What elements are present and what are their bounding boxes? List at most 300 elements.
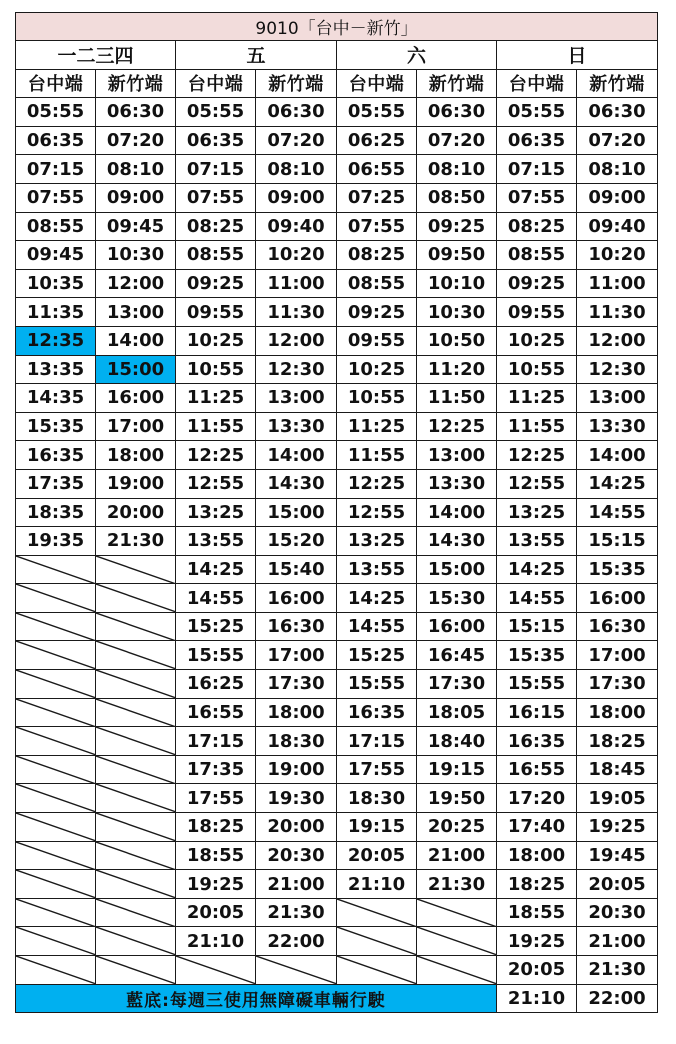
empty-slot <box>16 612 96 641</box>
departure-hsinchu: 18:45 <box>577 755 658 784</box>
departure-taichung: 15:25 <box>176 612 256 641</box>
empty-slot <box>96 927 176 956</box>
header-hsinchu-terminal: 新竹端 <box>256 69 337 98</box>
departure-taichung: 19:25 <box>176 870 256 899</box>
departure-hsinchu: 15:30 <box>417 584 497 613</box>
departure-taichung: 06:35 <box>176 126 256 155</box>
empty-slot <box>96 555 176 584</box>
departure-taichung: 16:35 <box>497 727 577 756</box>
day-group-row <box>16 41 658 70</box>
departure-taichung: 21:10 <box>497 984 577 1013</box>
departure-hsinchu: 18:05 <box>417 698 497 727</box>
departure-hsinchu: 12:00 <box>256 326 337 355</box>
timetable-row <box>16 412 658 441</box>
departure-hsinchu: 15:15 <box>577 527 658 556</box>
departure-hsinchu: 17:00 <box>256 641 337 670</box>
departure-hsinchu: 19:15 <box>417 755 497 784</box>
departure-hsinchu: 14:00 <box>96 326 176 355</box>
empty-slot-slash <box>96 699 175 727</box>
empty-slot-slash <box>96 613 175 641</box>
departure-taichung: 12:55 <box>176 469 256 498</box>
departure-taichung: 09:55 <box>176 298 256 327</box>
empty-slot-slash <box>16 784 95 812</box>
empty-slot-slash <box>16 556 95 584</box>
departure-taichung: 15:35 <box>497 641 577 670</box>
departure-hsinchu: 11:00 <box>577 269 658 298</box>
departure-hsinchu: 17:30 <box>417 670 497 699</box>
departure-hsinchu: 08:10 <box>256 155 337 184</box>
departure-taichung: 18:30 <box>337 784 417 813</box>
departure-taichung: 15:55 <box>176 641 256 670</box>
departure-taichung: 18:55 <box>176 841 256 870</box>
departure-hsinchu: 19:25 <box>577 813 658 842</box>
empty-slot <box>96 698 176 727</box>
timetable-row <box>16 927 658 956</box>
timetable-row <box>16 898 658 927</box>
departure-hsinchu: 16:45 <box>417 641 497 670</box>
departure-taichung: 10:55 <box>337 384 417 413</box>
departure-hsinchu: 21:30 <box>96 527 176 556</box>
empty-slot-slash <box>337 927 416 955</box>
departure-hsinchu: 11:30 <box>256 298 337 327</box>
departure-hsinchu: 08:10 <box>417 155 497 184</box>
empty-slot-slash <box>16 956 95 984</box>
departure-taichung: 21:10 <box>337 870 417 899</box>
departure-hsinchu: 21:00 <box>417 841 497 870</box>
departure-hsinchu: 13:00 <box>256 384 337 413</box>
timetable-row <box>16 326 658 355</box>
empty-slot <box>256 956 337 985</box>
departure-taichung: 12:25 <box>497 441 577 470</box>
departure-taichung: 10:55 <box>497 355 577 384</box>
timetable-row <box>16 641 658 670</box>
timetable-row <box>16 441 658 470</box>
timetable-row <box>16 755 658 784</box>
departure-taichung: 10:25 <box>497 326 577 355</box>
departure-hsinchu: 09:50 <box>417 241 497 270</box>
departure-hsinchu: 12:25 <box>417 412 497 441</box>
timetable-row <box>16 841 658 870</box>
departure-taichung: 14:25 <box>337 584 417 613</box>
departure-taichung: 06:35 <box>16 126 96 155</box>
empty-slot <box>16 898 96 927</box>
header-hsinchu-terminal: 新竹端 <box>96 69 176 98</box>
departure-hsinchu: 21:30 <box>417 870 497 899</box>
empty-slot <box>16 584 96 613</box>
departure-taichung: 11:55 <box>337 441 417 470</box>
departure-hsinchu: 20:00 <box>256 813 337 842</box>
day-group-mon-thu: 一二三四 <box>16 41 176 70</box>
empty-slot-slash <box>256 956 336 984</box>
day-group-sat: 六 <box>337 41 497 70</box>
departure-taichung: 15:15 <box>497 612 577 641</box>
departure-hsinchu: 07:20 <box>256 126 337 155</box>
departure-taichung: 07:55 <box>176 183 256 212</box>
departure-taichung: 16:25 <box>176 670 256 699</box>
departure-taichung: 07:15 <box>176 155 256 184</box>
empty-slot-slash <box>96 784 175 812</box>
departure-taichung: 17:40 <box>497 813 577 842</box>
empty-slot-slash <box>96 584 175 612</box>
departure-taichung: 08:55 <box>176 241 256 270</box>
departure-taichung: 16:15 <box>497 698 577 727</box>
empty-slot <box>417 927 497 956</box>
departure-taichung: 15:25 <box>337 641 417 670</box>
departure-hsinchu: 15:40 <box>256 555 337 584</box>
header-taichung-terminal: 台中端 <box>176 69 256 98</box>
departure-taichung: 14:35 <box>16 384 96 413</box>
departure-taichung: 17:35 <box>176 755 256 784</box>
departure-hsinchu: 21:00 <box>577 927 658 956</box>
departure-hsinchu: 16:00 <box>96 384 176 413</box>
departure-hsinchu: 10:20 <box>577 241 658 270</box>
timetable-row <box>16 355 658 384</box>
departure-hsinchu: 16:30 <box>256 612 337 641</box>
empty-slot-slash <box>96 899 175 927</box>
route-title: 9010「台中－新竹」 <box>16 13 658 41</box>
departure-taichung: 10:25 <box>337 355 417 384</box>
departure-taichung: 05:55 <box>497 98 577 127</box>
departure-hsinchu: 13:30 <box>417 469 497 498</box>
departure-hsinchu: 07:20 <box>577 126 658 155</box>
departure-hsinchu: 14:25 <box>577 469 658 498</box>
empty-slot-slash <box>96 870 175 898</box>
timetable-row <box>16 698 658 727</box>
departure-taichung: 12:25 <box>176 441 256 470</box>
departure-hsinchu: 16:30 <box>577 612 658 641</box>
empty-slot <box>16 698 96 727</box>
empty-slot <box>337 898 417 927</box>
empty-slot-slash <box>16 842 95 870</box>
departure-taichung: 15:35 <box>16 412 96 441</box>
timetable-row <box>16 498 658 527</box>
empty-slot-slash <box>16 699 95 727</box>
departure-taichung: 20:05 <box>176 898 256 927</box>
departure-hsinchu: 06:30 <box>577 98 658 127</box>
departure-hsinchu: 11:50 <box>417 384 497 413</box>
timetable-row <box>16 298 658 327</box>
departure-hsinchu: 07:20 <box>417 126 497 155</box>
departure-hsinchu: 09:40 <box>577 212 658 241</box>
departure-taichung: 13:25 <box>176 498 256 527</box>
departure-taichung: 13:55 <box>337 555 417 584</box>
departure-taichung: 11:55 <box>176 412 256 441</box>
departure-hsinchu: 17:00 <box>577 641 658 670</box>
departure-hsinchu: 15:20 <box>256 527 337 556</box>
empty-slot <box>96 612 176 641</box>
departure-hsinchu: 21:30 <box>577 956 658 985</box>
departure-taichung: 14:25 <box>176 555 256 584</box>
empty-slot <box>417 956 497 985</box>
departure-taichung: 10:35 <box>16 269 96 298</box>
empty-slot-slash <box>96 842 175 870</box>
departure-taichung: 21:10 <box>176 927 256 956</box>
empty-slot-slash <box>96 756 175 784</box>
departure-taichung: 15:55 <box>337 670 417 699</box>
empty-slot <box>16 813 96 842</box>
departure-hsinchu: 19:00 <box>256 755 337 784</box>
empty-slot <box>16 727 96 756</box>
empty-slot-slash <box>16 670 95 698</box>
departure-taichung: 09:55 <box>497 298 577 327</box>
empty-slot-slash <box>96 556 175 584</box>
departure-taichung: 14:55 <box>497 584 577 613</box>
departure-taichung: 11:35 <box>16 298 96 327</box>
timetable-row <box>16 155 658 184</box>
departure-taichung: 19:35 <box>16 527 96 556</box>
departure-hsinchu: 22:00 <box>256 927 337 956</box>
timetable-row <box>16 527 658 556</box>
timetable-row <box>16 98 658 127</box>
departure-hsinchu: 20:25 <box>417 813 497 842</box>
departure-taichung: 09:25 <box>337 298 417 327</box>
departure-taichung: 13:25 <box>337 527 417 556</box>
empty-slot <box>96 641 176 670</box>
departure-hsinchu: 17:00 <box>96 412 176 441</box>
departure-taichung: 19:25 <box>497 927 577 956</box>
departure-taichung: 17:35 <box>16 469 96 498</box>
empty-slot-slash <box>417 899 496 927</box>
empty-slot-slash <box>337 899 416 927</box>
departure-taichung: 18:35 <box>16 498 96 527</box>
departure-hsinchu: 12:00 <box>577 326 658 355</box>
header-taichung-terminal: 台中端 <box>16 69 96 98</box>
header-hsinchu-terminal: 新竹端 <box>577 69 658 98</box>
departure-taichung: 06:25 <box>337 126 417 155</box>
departure-hsinchu: 09:00 <box>256 183 337 212</box>
departure-hsinchu: 15:35 <box>577 555 658 584</box>
day-group-fri: 五 <box>176 41 337 70</box>
departure-taichung: 18:55 <box>497 898 577 927</box>
empty-slot <box>176 956 256 985</box>
departure-taichung: 18:25 <box>497 870 577 899</box>
header-taichung-terminal: 台中端 <box>337 69 417 98</box>
departure-hsinchu: 13:30 <box>577 412 658 441</box>
timetable-row <box>16 269 658 298</box>
departure-hsinchu: 14:30 <box>417 527 497 556</box>
departure-taichung: 09:25 <box>497 269 577 298</box>
departure-hsinchu: 10:20 <box>256 241 337 270</box>
departure-hsinchu: 09:25 <box>417 212 497 241</box>
departure-hsinchu: 18:30 <box>256 727 337 756</box>
empty-slot <box>16 784 96 813</box>
departure-taichung: 10:55 <box>176 355 256 384</box>
departure-taichung: 16:55 <box>497 755 577 784</box>
empty-slot-slash <box>16 613 95 641</box>
empty-slot-slash <box>16 813 95 841</box>
departure-hsinchu: 20:30 <box>577 898 658 927</box>
empty-slot <box>96 755 176 784</box>
departure-hsinchu: 14:00 <box>256 441 337 470</box>
departure-taichung: 16:35 <box>16 441 96 470</box>
timetable-row <box>16 555 658 584</box>
departure-taichung: 16:55 <box>176 698 256 727</box>
departure-taichung: 08:55 <box>337 269 417 298</box>
departure-taichung: 14:55 <box>176 584 256 613</box>
departure-hsinchu: 14:30 <box>256 469 337 498</box>
departure-taichung: 08:25 <box>176 212 256 241</box>
empty-slot-slash <box>16 927 95 955</box>
departure-hsinchu: 20:00 <box>96 498 176 527</box>
departure-hsinchu: 08:10 <box>577 155 658 184</box>
departure-hsinchu: 11:00 <box>256 269 337 298</box>
departure-hsinchu: 18:00 <box>577 698 658 727</box>
timetable-row <box>16 126 658 155</box>
empty-slot <box>96 870 176 899</box>
empty-slot-slash <box>176 956 255 984</box>
departure-taichung: 05:55 <box>16 98 96 127</box>
departure-hsinchu: 12:00 <box>96 269 176 298</box>
bus-schedule-table <box>15 12 658 1013</box>
departure-hsinchu: 19:00 <box>96 469 176 498</box>
departure-taichung: 08:25 <box>497 212 577 241</box>
accessible-departure: 12:35 <box>16 326 96 355</box>
departure-hsinchu: 08:10 <box>96 155 176 184</box>
departure-hsinchu: 22:00 <box>577 984 658 1013</box>
departure-taichung: 18:25 <box>176 813 256 842</box>
departure-hsinchu: 06:30 <box>96 98 176 127</box>
departure-taichung: 16:35 <box>337 698 417 727</box>
departure-hsinchu: 21:30 <box>256 898 337 927</box>
timetable-row <box>16 784 658 813</box>
timetable-row <box>16 183 658 212</box>
departure-hsinchu: 19:30 <box>256 784 337 813</box>
departure-hsinchu: 13:00 <box>577 384 658 413</box>
empty-slot-slash <box>16 641 95 669</box>
empty-slot <box>16 755 96 784</box>
departure-taichung: 07:55 <box>497 183 577 212</box>
departure-taichung: 20:05 <box>497 956 577 985</box>
departure-taichung: 13:35 <box>16 355 96 384</box>
empty-slot-slash <box>96 956 175 984</box>
timetable-row <box>16 612 658 641</box>
empty-slot-slash <box>16 870 95 898</box>
timetable-row <box>16 241 658 270</box>
departure-hsinchu: 10:30 <box>96 241 176 270</box>
timetable-row <box>16 670 658 699</box>
departure-hsinchu: 17:30 <box>256 670 337 699</box>
empty-slot-slash <box>417 927 496 955</box>
empty-slot-slash <box>417 956 496 984</box>
departure-hsinchu: 19:45 <box>577 841 658 870</box>
departure-taichung: 13:55 <box>176 527 256 556</box>
departure-taichung: 11:25 <box>176 384 256 413</box>
departure-hsinchu: 18:00 <box>256 698 337 727</box>
departure-hsinchu: 09:00 <box>577 183 658 212</box>
departure-hsinchu: 13:30 <box>256 412 337 441</box>
title-row <box>16 13 658 41</box>
departure-taichung: 07:25 <box>337 183 417 212</box>
departure-taichung: 10:25 <box>176 326 256 355</box>
departure-hsinchu: 21:00 <box>256 870 337 899</box>
departure-taichung: 07:55 <box>337 212 417 241</box>
departure-hsinchu: 14:55 <box>577 498 658 527</box>
departure-taichung: 19:15 <box>337 813 417 842</box>
empty-slot-slash <box>16 727 95 755</box>
departure-hsinchu: 10:50 <box>417 326 497 355</box>
departure-taichung: 05:55 <box>176 98 256 127</box>
departure-taichung: 11:55 <box>497 412 577 441</box>
empty-slot <box>337 927 417 956</box>
departure-hsinchu: 14:00 <box>577 441 658 470</box>
timetable-row <box>16 870 658 899</box>
header-taichung-terminal: 台中端 <box>497 69 577 98</box>
empty-slot-slash <box>16 584 95 612</box>
departure-taichung: 05:55 <box>337 98 417 127</box>
timetable-row <box>16 956 658 985</box>
departure-taichung: 06:35 <box>497 126 577 155</box>
empty-slot <box>96 584 176 613</box>
empty-slot <box>96 841 176 870</box>
departure-hsinchu: 10:30 <box>417 298 497 327</box>
departure-taichung: 07:15 <box>497 155 577 184</box>
empty-slot <box>16 870 96 899</box>
empty-slot <box>96 727 176 756</box>
departure-hsinchu: 09:40 <box>256 212 337 241</box>
empty-slot <box>16 555 96 584</box>
terminal-header-row <box>16 69 658 98</box>
departure-hsinchu: 08:50 <box>417 183 497 212</box>
empty-slot <box>337 956 417 985</box>
departure-hsinchu: 20:30 <box>256 841 337 870</box>
departure-hsinchu: 13:00 <box>417 441 497 470</box>
empty-slot-slash <box>16 899 95 927</box>
departure-hsinchu: 07:20 <box>96 126 176 155</box>
empty-slot <box>16 670 96 699</box>
departure-hsinchu: 06:30 <box>417 98 497 127</box>
departure-hsinchu: 18:40 <box>417 727 497 756</box>
departure-taichung: 14:55 <box>337 612 417 641</box>
departure-hsinchu: 15:00 <box>256 498 337 527</box>
departure-hsinchu: 11:30 <box>577 298 658 327</box>
departure-taichung: 13:25 <box>497 498 577 527</box>
empty-slot <box>96 898 176 927</box>
departure-hsinchu: 19:05 <box>577 784 658 813</box>
accessible-vehicle-legend: 藍底:每週三使用無障礙車輛行駛 <box>16 984 497 1013</box>
empty-slot <box>96 956 176 985</box>
empty-slot-slash <box>96 927 175 955</box>
departure-taichung: 09:25 <box>176 269 256 298</box>
legend-row <box>16 984 658 1013</box>
day-group-sun: 日 <box>497 41 658 70</box>
departure-taichung: 08:55 <box>16 212 96 241</box>
accessible-departure: 15:00 <box>96 355 176 384</box>
departure-hsinchu: 12:30 <box>577 355 658 384</box>
departure-hsinchu: 19:50 <box>417 784 497 813</box>
empty-slot-slash <box>96 813 175 841</box>
empty-slot <box>96 670 176 699</box>
departure-taichung: 07:15 <box>16 155 96 184</box>
timetable-row <box>16 384 658 413</box>
departure-hsinchu: 16:00 <box>417 612 497 641</box>
timetable-row <box>16 584 658 613</box>
departure-taichung: 08:55 <box>497 241 577 270</box>
empty-slot-slash <box>96 670 175 698</box>
empty-slot <box>417 898 497 927</box>
timetable-row <box>16 469 658 498</box>
departure-taichung: 18:00 <box>497 841 577 870</box>
empty-slot-slash <box>16 756 95 784</box>
empty-slot-slash <box>96 727 175 755</box>
departure-taichung: 14:25 <box>497 555 577 584</box>
departure-taichung: 17:15 <box>176 727 256 756</box>
departure-taichung: 17:15 <box>337 727 417 756</box>
departure-taichung: 20:05 <box>337 841 417 870</box>
departure-taichung: 15:55 <box>497 670 577 699</box>
departure-hsinchu: 16:00 <box>256 584 337 613</box>
departure-hsinchu: 09:45 <box>96 212 176 241</box>
departure-hsinchu: 09:00 <box>96 183 176 212</box>
